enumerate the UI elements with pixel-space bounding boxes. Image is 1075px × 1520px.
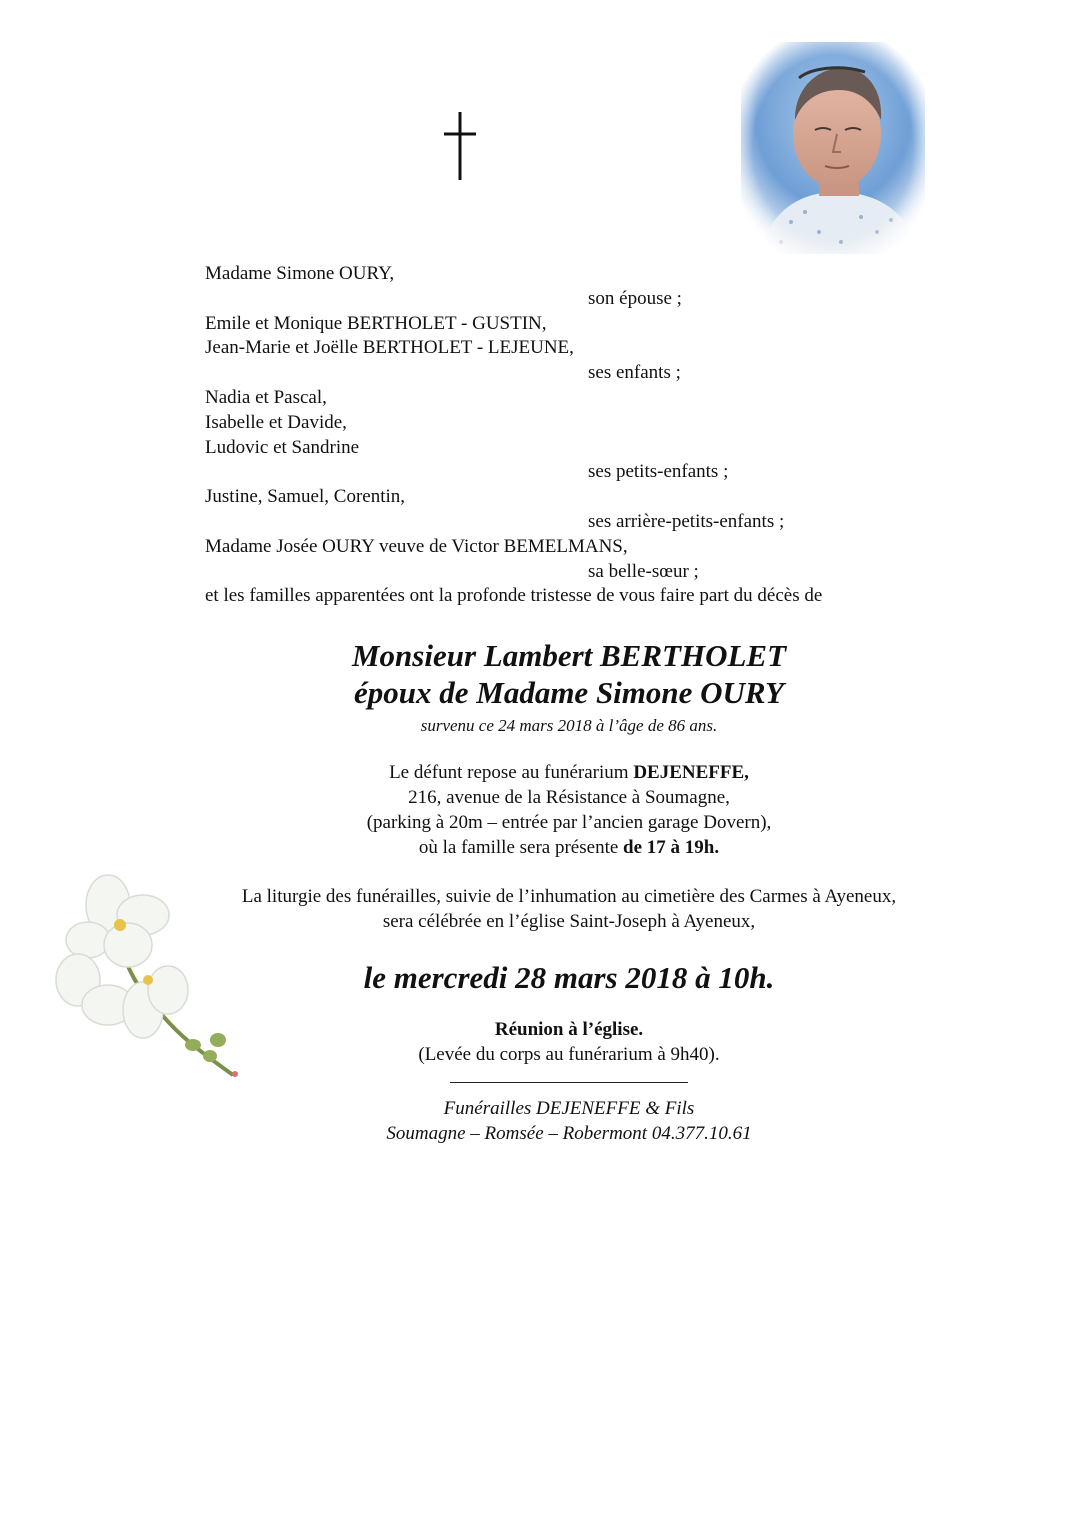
funeral-company <box>205 1068 933 1146</box>
family-line: Justine, Samuel, Corentin, <box>205 486 406 508</box>
funerarium-line-1: Le défunt repose au funérarium DEJENEFFE, <box>389 762 749 783</box>
family-line: Isabelle et Davide, <box>205 411 347 433</box>
ceremony-date: le mercredi 28 mars 2018 à 10h. <box>363 960 775 995</box>
family-relation: ses enfants ; <box>588 362 681 384</box>
meeting-note: Réunion à l’église. <box>494 1019 644 1040</box>
family-line: Emile et Monique BERTHOLET - GUSTIN, <box>205 312 547 334</box>
funerarium-parking: (parking à 20m – entrée par l’ancien garage Dovern), <box>366 812 772 833</box>
announcement-line: et les familles apparentées ont la profonde tristesse de vous faire part du décès de <box>205 585 823 607</box>
family-line: Nadia et Pascal, <box>205 386 327 408</box>
funerarium-address: 216, avenue de la Résistance à Soumagne, <box>408 787 730 808</box>
family-relation: ses arrière-petits-enfants ; <box>588 510 785 532</box>
levee-note: (Levée du corps au funérarium à 9h40). <box>418 1044 720 1065</box>
family-line: Madame Simone OURY, <box>205 263 395 284</box>
company-locations: Soumagne – Romsée – Robermont 04.377.10.61 <box>386 1123 752 1144</box>
family-relation: son épouse ; <box>588 287 682 309</box>
family-line: Ludovic et Sandrine <box>205 436 360 458</box>
funerarium-hours: où la famille sera présente de 17 à 19h. <box>418 837 720 858</box>
company-name: Funérailles DEJENEFFE & Fils <box>443 1098 695 1119</box>
death-info: survenu ce 24 mars 2018 à l’âge de 86 ans. <box>420 716 718 735</box>
deceased-portrait <box>741 42 925 254</box>
ceremony-details <box>205 1017 933 1067</box>
deceased-spouse: époux de Madame Simone OURY <box>354 675 784 710</box>
deceased-name: Monsieur Lambert BERTHOLET <box>351 638 787 673</box>
family-relation: ses petits-enfants ; <box>588 461 729 483</box>
cross-icon <box>436 108 484 184</box>
separator-line <box>450 1068 688 1083</box>
family-line: Jean-Marie et Joëlle BERTHOLET - LEJEUNE, <box>205 337 574 359</box>
family-line: Madame Josée OURY veuve de Victor BEMELMANS, <box>205 535 628 557</box>
family-relation: sa belle-sœur ; <box>588 560 699 582</box>
liturgy-text: La liturgie des funérailles, suivie de l’inhumation au cimetière des Carmes à Ayeneux, sera célébrée en l’église Saint-Joseph à Ayeneux, <box>241 886 897 932</box>
funerarium-info <box>205 760 933 860</box>
family-list <box>205 262 965 609</box>
